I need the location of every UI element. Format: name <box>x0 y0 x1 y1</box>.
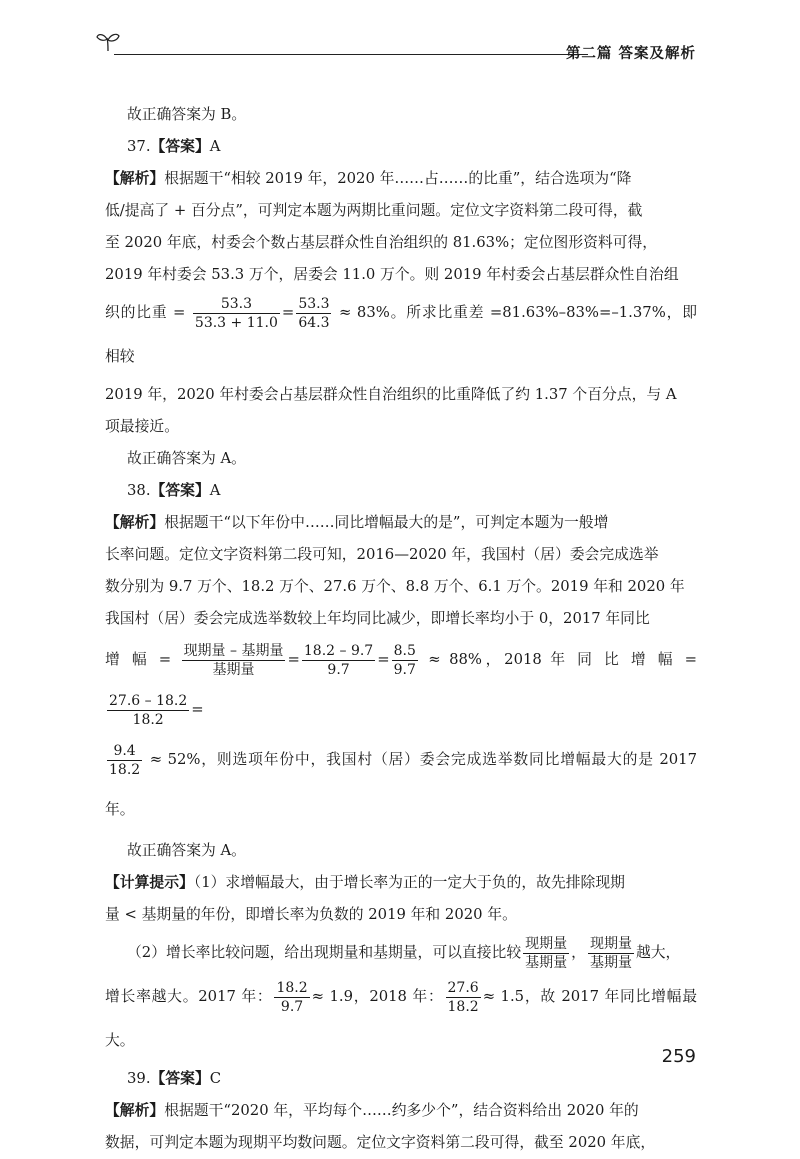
formula-line: （2）增长率比较问题，给出现期量和基期量，可以直接比较 $\frac{\text{现期量}}{\text{基期量}}$ ， $\frac{\text{现期量}}{\text{基期量}}$ 越大， <box>127 935 681 971</box>
sprout-icon <box>96 30 120 52</box>
denominator: 18.2 <box>109 761 141 778</box>
text-span: 根据题干“2020 年，平均每个……约多少个”，结合资料给出 2020 年的 <box>164 1102 639 1119</box>
numerator: 53.3 <box>193 295 280 314</box>
answer-value: A <box>209 138 221 155</box>
numerator: 9.4 <box>107 742 142 761</box>
text-line: 故正确答案为 B。 <box>127 106 247 123</box>
tip-label: 【计算提示】 <box>105 874 194 891</box>
fraction <box>588 935 634 972</box>
fraction <box>107 742 142 779</box>
analysis-label: 【解析】 <box>105 170 165 187</box>
denominator: 基期量 <box>212 661 255 678</box>
text-line: 长率问题。定位文字资料第二段可知，2016—2020 年，我国村（居）委会完成选举 <box>105 546 659 563</box>
text-span: ≈ 83%。所求比重差 =81.63%–83%=–1.37%，即相较 <box>105 304 697 365</box>
answer-content <box>105 99 697 1159</box>
numerator: 53.3 <box>298 295 330 312</box>
denominator: 9.7 <box>393 661 416 678</box>
answer-label: 【答案】 <box>150 138 210 155</box>
equals-sign: = <box>377 651 390 668</box>
text-line <box>105 1095 697 1127</box>
text-line: 数据，可判定本题为现期平均数问题。定位文字资料第二段可得，截至 2020 年底， <box>105 1134 656 1151</box>
denominator: 9.7 <box>280 998 304 1015</box>
denominator: 基期量 <box>589 954 632 971</box>
text-line: 数分别为 9.7 万个、18.2 万个、27.6 万个、8.8 万个、6.1 万个。2019 年和 2020 年 <box>105 578 685 595</box>
text-line <box>105 507 697 539</box>
formula-line <box>105 291 697 379</box>
text-span: ≈ 52%，则选项年份中，我国村（居）委会完成选举数同比增幅最大的是 2017 年。 <box>105 751 697 818</box>
fraction <box>392 642 418 679</box>
equals-sign: = <box>287 651 300 668</box>
text-span: 织的比重 = <box>105 304 186 321</box>
fraction <box>296 295 331 332</box>
analysis-label: 【解析】 <box>105 1102 165 1119</box>
text-span: ≈ 1.5，故 2017 年同比增幅最大。 <box>105 988 697 1049</box>
text-line: 故正确答案为 A。 <box>127 450 246 467</box>
text-line: 故正确答案为 A。 <box>127 842 246 859</box>
text-span: 根据题干“相较 2019 年，2020 年……占……的比重”，结合选项为“降 <box>164 170 632 187</box>
denominator: 18.2 <box>132 711 164 728</box>
fraction <box>446 979 481 1016</box>
text-line: 至 2020 年底，村委会个数占基层群众性自治组织的 81.63%；定位图形资料可得， <box>105 234 658 251</box>
question-38-heading <box>105 475 697 507</box>
text-line <box>105 163 697 195</box>
formula-line <box>105 975 697 1063</box>
text-span: ≈ 1.9，2018 年： <box>311 988 444 1005</box>
text-span: 增长率越大。2017 年： <box>105 988 273 1005</box>
numerator: 18.2 <box>276 979 308 996</box>
equals-sign: = <box>191 701 204 718</box>
fraction <box>193 295 280 332</box>
answer-label: 【答案】 <box>150 482 210 499</box>
text-span: ≈ 88%，2018 年 同 比 增 幅 = <box>428 651 697 668</box>
question-37-heading <box>105 131 697 163</box>
text-line: 量 < 基期量的年份，即增长率为负数的 2019 年和 2020 年。 <box>105 906 517 923</box>
denominator: 9.7 <box>327 661 350 678</box>
text-line: 我国村（居）委会完成选举数较上年均同比减少，即增长率均小于 0，2017 年同比 <box>105 610 650 627</box>
formula-line <box>105 635 697 735</box>
denominator: 基期量 <box>525 954 568 971</box>
text-span: （1）求增幅最大，由于增长率为正的一定大于负的，故先排除现期 <box>193 874 625 891</box>
numerator: 27.6 – 18.2 <box>109 692 188 709</box>
analysis-label: 【解析】 <box>105 514 165 531</box>
fraction <box>107 692 189 729</box>
text-line <box>105 867 697 899</box>
fraction <box>274 979 309 1016</box>
text-span: 根据题干“以下年份中……同比增幅最大的是”，可判定本题为一般增 <box>164 514 609 531</box>
denominator: 53.3 + 11.0 <box>194 314 278 331</box>
section-title: 第二篇 答案及解析 <box>565 46 696 62</box>
numerator: 现期量 – 基期量 <box>183 642 284 659</box>
fraction <box>182 642 286 679</box>
question-number: 38. <box>127 482 151 499</box>
question-number: 37. <box>127 138 151 155</box>
question-39-heading <box>105 1063 697 1095</box>
page-header <box>96 26 696 66</box>
answer-value: C <box>209 1070 222 1087</box>
text-line: 2019 年，2020 年村委会占基层群众性自治组织的比重降低了约 1.37 个百分点，与 A <box>105 386 677 403</box>
question-number: 39. <box>127 1070 151 1087</box>
text-line: 项最接近。 <box>105 418 179 435</box>
header-rule <box>114 54 588 55</box>
text-line: 2019 年村委会 53.3 万个，居委会 11.0 万个。则 2019 年村委会占基层群众性自治组 <box>105 266 679 283</box>
answer-label: 【答案】 <box>150 1070 210 1087</box>
fraction <box>302 642 375 679</box>
numerator: 现期量 <box>589 935 632 952</box>
page-number: 259 <box>661 1046 696 1067</box>
fraction <box>523 935 569 972</box>
denominator: 64.3 <box>298 314 330 331</box>
numerator: 27.6 <box>447 979 479 996</box>
equals-sign: = <box>281 304 295 321</box>
text-span: 越大， <box>635 944 681 961</box>
numerator: 8.5 <box>393 642 416 659</box>
text-span: （2）增长率比较问题，给出现期量和基期量，可以直接比较 <box>127 944 522 961</box>
text-span: 增 幅 = <box>105 651 172 668</box>
numerator: 现期量 <box>525 935 568 952</box>
formula-line <box>105 735 697 835</box>
text-line: 低/提高了 + 百分点”，可判定本题为两期比重问题。定位文字资料第二段可得，截 <box>105 202 643 219</box>
denominator: 18.2 <box>447 998 479 1015</box>
numerator: 18.2 – 9.7 <box>303 642 374 659</box>
answer-value: A <box>209 482 221 499</box>
